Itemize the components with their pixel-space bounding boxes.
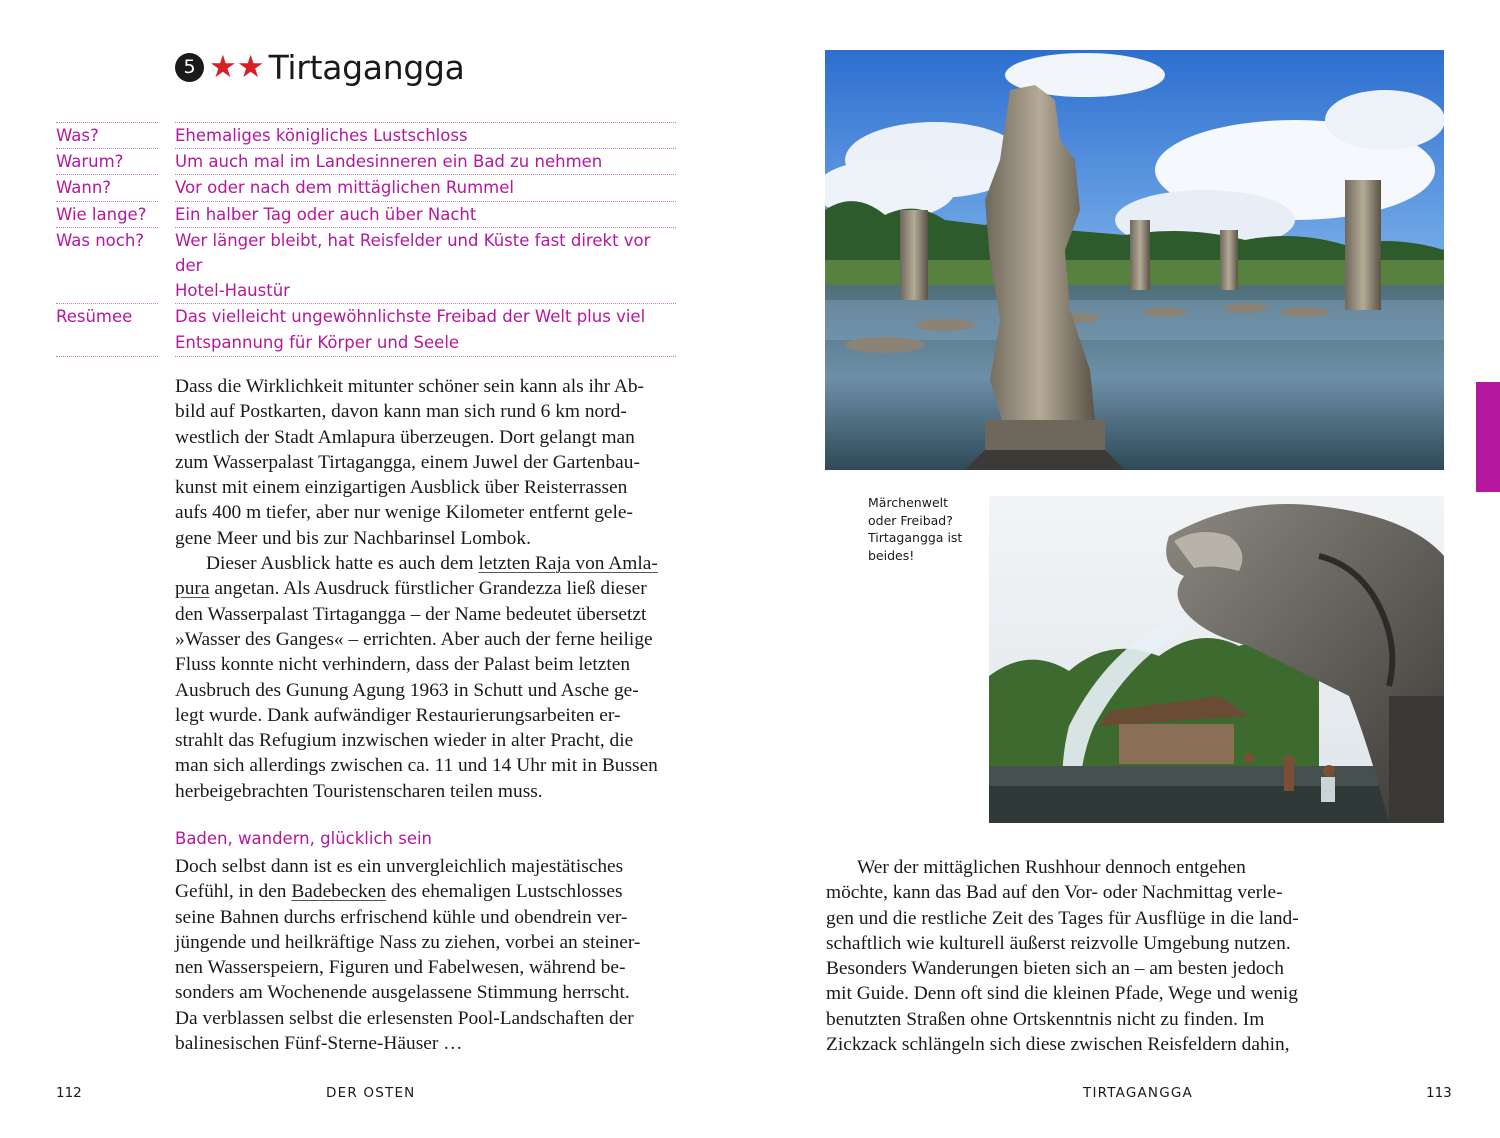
- info-value: Um auch mal im Landesinneren ein Bad zu nehmen: [175, 148, 676, 174]
- info-row: [56, 201, 676, 227]
- chapter-tab-marker: [1476, 382, 1500, 492]
- info-value: Ein halber Tag oder auch über Nacht: [175, 201, 676, 227]
- page-number-right: 113: [1426, 1085, 1452, 1101]
- body-text-intro: Dass die Wirklichkeit mitunter schöner sein kann als ihr Ab- bild auf Postkarten, davon kann man sich rund 6 km nord- westlich der Stadt Amlapura überzeugen. Dort gelangt man zum Wasserpalast Tirtagangga, einem Juwel der Gartenbau- kunst mit einem einzigartigen Ausblick über Reisterrassen aufs 400 m tiefer, aber nur wenige Kilometer entfernt gele- gene Meer und bis zur Nachbarinsel Lombok. Dieser Ausblick hatte es auch dem letzten Raja von Amla- pura angetan. Als Ausdruck fürstlicher Grandezza ließ dieser den Wasserpalast Tirtagangga – der Name bedeutet übersetzt »Wasser des Ganges« – errichten. Aber auch der ferne heilige Fluss konnte nicht verhindern, dass der Palast beim letzten Ausbruch des Gunung Agung 1963 in Schutt und Asche ge- legt wurde. Dank aufwändiger Restaurierungsarbeiten er- strahlt das Refugium inzwischen wieder in alter Pracht, die man sich allerdings zwischen ca. 11 und 14 Uhr mit in Bussen herbeigebrachten Touristenscharen teilen muss.: [175, 376, 658, 802]
- info-value: Wer länger bleibt, hat Reisfelder und Küste fast direkt vor der Hotel-Haustür: [175, 227, 676, 304]
- section-title-left: DER OSTEN: [326, 1085, 416, 1101]
- info-row: [56, 148, 676, 174]
- page-title: [175, 44, 465, 90]
- info-table: [56, 122, 676, 357]
- page-number-left: 112: [56, 1085, 82, 1101]
- body-text-right: Wer der mittäglichen Rushhour dennoch entgehen möchte, kann das Bad auf den Vor- oder Nachmittag verle- gen und die restliche Zeit des Tages für Ausflüge in die land- schaftlich wie kulturell äußerst reizvolle Umgebung nutzen. Besonders Wanderungen bieten sich an – am besten jedoch mit Guide. Denn oft sind die kleinen Pfade, Wege und wenig benutzten Straßen ohne Ortskenntnis nicht zu finden. Im Zickzack schlängeln sich diese zwischen Reisfeldern dahin,: [826, 857, 1299, 1056]
- info-row: [56, 122, 676, 148]
- info-row: [56, 174, 676, 200]
- info-row: [56, 227, 676, 304]
- info-key: Resümee: [56, 303, 158, 356]
- rating-stars: ★★: [209, 48, 265, 85]
- photo-water-spout: [989, 496, 1444, 823]
- info-key: Wann?: [56, 174, 158, 200]
- title-text: Tirtagangga: [268, 47, 465, 87]
- section-title-right: TIRTAGANGGA: [1083, 1085, 1193, 1101]
- photo-caption: Märchenwelt oder Freibad? Tirtagangga ist beides!: [868, 495, 963, 563]
- body-text-baden: Doch selbst dann ist es ein unvergleichlich majestätisches Gefühl, in den Badebecken des ehemaligen Lustschlosses seine Bahnen durchs erfrischend kühle und obendrein ver- jüngende und heilkräftige Nass zu ziehen, vorbei an steiner- nen Wasserspeiern, Figuren und Fabelwesen, während be- sonders am Wochenende ausgelassene Stimmung herrscht. Da verblassen selbst die erlesensten Pool-Landschaften der balinesischen Fünf-Sterne-Häuser …: [175, 856, 641, 1055]
- link-raja-cont[interactable]: pura: [175, 578, 210, 600]
- number-badge: 5: [175, 53, 204, 82]
- link-badebecken[interactable]: Badebecken: [291, 881, 387, 903]
- section-subheading: Baden, wandern, glücklich sein: [175, 829, 433, 848]
- info-key: Was?: [56, 122, 158, 148]
- link-raja[interactable]: letzten Raja von Amla-: [478, 553, 658, 575]
- info-key: Wie lange?: [56, 201, 158, 227]
- info-key: Was noch?: [56, 227, 158, 304]
- photo-statues-in-pool: [825, 50, 1444, 470]
- info-value: Ehemaliges königliches Lustschloss: [175, 122, 676, 148]
- info-key: Warum?: [56, 148, 158, 174]
- info-value: Das vielleicht ungewöhnlichste Freibad der Welt plus viel Entspannung für Körper und Seele: [175, 303, 676, 356]
- info-value: Vor oder nach dem mittäglichen Rummel: [175, 174, 676, 200]
- info-row: [56, 303, 676, 356]
